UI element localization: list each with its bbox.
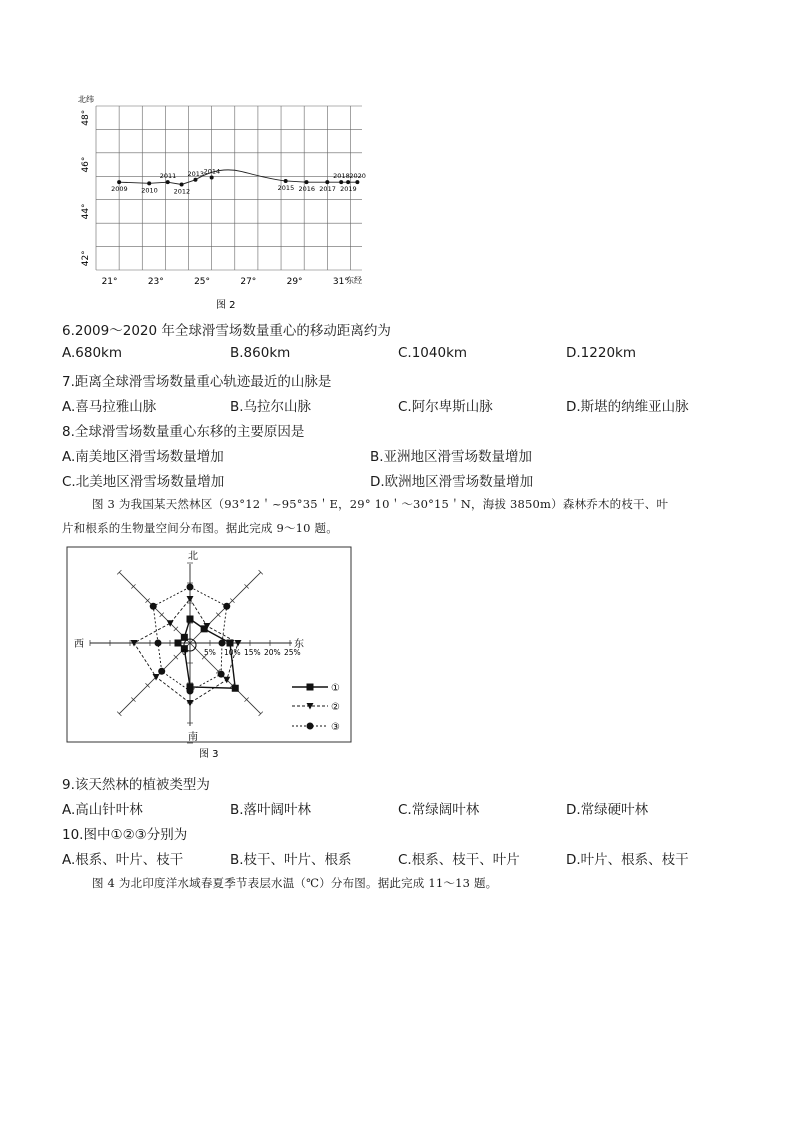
figure-2-point-label-2015: 2015 bbox=[277, 183, 295, 192]
figure-3-legend-label-1: ① bbox=[331, 683, 340, 694]
figure-2-trajectory-curve bbox=[119, 170, 357, 185]
question-9-option-a[interactable]: A.高山针叶林 bbox=[62, 802, 143, 818]
figure-2-x-tick-label: 27° bbox=[240, 277, 257, 287]
figure-3-frame bbox=[67, 547, 351, 742]
figure-3-east-label: 东 bbox=[294, 639, 304, 650]
figure-3-scale-label: 5% bbox=[204, 648, 216, 657]
figure-2-point-label-2010: 2010 bbox=[141, 186, 158, 195]
figure-2-point-2017 bbox=[325, 180, 329, 184]
question-6-option-a[interactable]: A.680km bbox=[62, 345, 123, 361]
figure-2-point-label-2013: 2013 bbox=[187, 169, 205, 178]
figure-2-point-label-2012: 2012 bbox=[173, 187, 191, 196]
figure-2-point-label-2009: 2009 bbox=[111, 185, 128, 194]
figure-3-scale-label: 15% bbox=[244, 648, 261, 657]
question-8-option-a[interactable]: A.南美地区滑雪场数量增加 bbox=[62, 449, 224, 465]
figure-2-point-2011 bbox=[166, 180, 170, 184]
figure-2-y-tick-label: 42° bbox=[81, 250, 91, 267]
question-10-option-a[interactable]: A.根系、叶片、枝干 bbox=[62, 852, 184, 868]
figure-2-point-label-2019: 2019 bbox=[340, 185, 357, 194]
figure-2-y-axis-label: 北纬 bbox=[78, 95, 94, 104]
figure-3-legend-marker-1 bbox=[307, 684, 314, 691]
question-8-option-c[interactable]: C.北美地区滑雪场数量增加 bbox=[62, 474, 225, 490]
figure-2-x-tick-label: 23° bbox=[147, 277, 164, 287]
question-9-option-d[interactable]: D.常绿硬叶林 bbox=[566, 802, 649, 818]
figure-2-x-tick-label: 31° bbox=[332, 277, 349, 287]
figure-2-point-label-2020: 2020 bbox=[349, 172, 366, 181]
figure-2-chart bbox=[74, 92, 374, 314]
figure-2-point-2010 bbox=[147, 181, 151, 185]
question-8-option-d[interactable]: D.欧洲地区滑雪场数量增加 bbox=[370, 474, 534, 490]
question-8-option-b[interactable]: B.亚洲地区滑雪场数量增加 bbox=[370, 449, 533, 465]
figure-3-series-3-point-北 bbox=[187, 584, 194, 591]
question-7-option-a[interactable]: A.喜马拉雅山脉 bbox=[62, 399, 157, 415]
question-7-option-c[interactable]: C.阿尔卑斯山脉 bbox=[398, 399, 493, 415]
figure-3-scale-label: 0 bbox=[182, 648, 187, 657]
figure-2-point-2009 bbox=[117, 180, 121, 184]
figure-2-x-tick-label: 21° bbox=[101, 277, 118, 287]
question-7-stem: 7.距离全球滑雪场数量重心轨迹最近的山脉是 bbox=[62, 374, 332, 390]
question-6-option-c[interactable]: C.1040km bbox=[398, 345, 468, 361]
figure-2-y-tick-label: 44° bbox=[81, 203, 91, 220]
figure-3-legend-label-3: ③ bbox=[331, 722, 340, 733]
question-10-stem: 10.图中①②③分别为 bbox=[62, 827, 188, 843]
figure-2-point-label-2011: 2011 bbox=[159, 172, 177, 181]
figure-3-series-3-point-东南 bbox=[218, 671, 225, 678]
question-7-option-d[interactable]: D.斯堪的纳维亚山脉 bbox=[566, 399, 689, 415]
question-10-option-d[interactable]: D.叶片、根系、枝干 bbox=[566, 852, 689, 868]
figure-2-y-tick-label: 46° bbox=[81, 156, 91, 173]
figure-3-chart bbox=[66, 546, 352, 766]
figure-2-caption: 图 2 bbox=[216, 300, 236, 311]
figure-3-legend-label-2: ② bbox=[331, 702, 340, 713]
figure-3-series-3-point-东北 bbox=[223, 603, 230, 610]
figure-3-series-1-point-西 bbox=[175, 640, 182, 647]
figure-3-scale-label: 10% bbox=[224, 648, 241, 657]
figure-2-point-2013 bbox=[193, 178, 197, 182]
figure-3-intro-line-1: 图 3 为我国某天然林区（93°12＇~95°35＇E，29° 10＇～30°15＇N，海拔 3850m）森林乔木的枝干、叶 bbox=[92, 497, 669, 511]
figure-3-west-label: 西 bbox=[74, 639, 84, 650]
figure-2-point-label-2017: 2017 bbox=[319, 185, 336, 194]
question-10-option-b[interactable]: B.枝干、叶片、根系 bbox=[230, 852, 352, 868]
figure-2-point-2014 bbox=[210, 175, 214, 179]
question-9-option-b[interactable]: B.落叶阔叶林 bbox=[230, 802, 312, 818]
figure-2-point-label-2018: 2018 bbox=[333, 172, 350, 181]
figure-3-series-3-point-南 bbox=[187, 688, 194, 695]
question-7-option-b[interactable]: B.乌拉尔山脉 bbox=[230, 399, 312, 415]
question-9-stem: 9.该天然林的植被类型为 bbox=[62, 777, 210, 793]
figure-4-intro: 图 4 为北印度洋水域春夏季节表层水温（℃）分布图。据此完成 11～13 题。 bbox=[92, 876, 498, 890]
figure-3-scale-label: 20% bbox=[264, 648, 281, 657]
question-8-stem: 8.全球滑雪场数量重心东移的主要原因是 bbox=[62, 424, 305, 440]
figure-3-series-1-point-东 bbox=[227, 640, 234, 647]
figure-3-series-3-point-西 bbox=[155, 640, 162, 647]
figure-2-point-2012 bbox=[180, 182, 184, 186]
figure-3-series-1-point-北 bbox=[187, 616, 194, 623]
figure-3-series-3-point-东 bbox=[219, 640, 226, 647]
figure-2-x-axis-label: 东经 bbox=[346, 276, 362, 285]
figure-3-legend-marker-3 bbox=[307, 723, 314, 730]
figure-3-scale-label: 25% bbox=[284, 648, 301, 657]
figure-3-caption: 图 3 bbox=[199, 749, 219, 760]
figure-2-point-2015 bbox=[284, 179, 288, 183]
figure-2-x-tick-label: 25° bbox=[194, 277, 211, 287]
figure-2-point-label-2016: 2016 bbox=[298, 185, 316, 194]
figure-3-series-3-point-西北 bbox=[150, 603, 157, 610]
figure-2-y-tick-label: 48° bbox=[81, 109, 91, 126]
question-6-option-b[interactable]: B.860km bbox=[230, 345, 291, 361]
figure-3-series-1-point-东南 bbox=[232, 685, 239, 692]
figure-2-point-label-2014: 2014 bbox=[203, 167, 221, 176]
figure-2-point-2018 bbox=[339, 180, 343, 184]
figure-3-north-label: 北 bbox=[188, 551, 198, 562]
figure-2-point-2019 bbox=[346, 180, 350, 184]
figure-3-south-label: 南 bbox=[188, 732, 198, 743]
figure-3-series-3-point-西南 bbox=[158, 668, 165, 675]
question-9-option-c[interactable]: C.常绿阔叶林 bbox=[398, 802, 480, 818]
figure-2-point-2016 bbox=[304, 180, 308, 184]
figure-2-x-tick-label: 29° bbox=[286, 277, 303, 287]
figure-3-intro-line-2: 片和根系的生物量空间分布图。据此完成 9～10 题。 bbox=[62, 521, 338, 535]
question-6-stem: 6.2009～2020 年全球滑雪场数量重心的移动距离约为 bbox=[62, 323, 391, 339]
figure-3-diagonal-spoke bbox=[119, 643, 190, 714]
question-6-option-d[interactable]: D.1220km bbox=[566, 345, 637, 361]
figure-2-point-2020 bbox=[355, 180, 359, 184]
question-10-option-c[interactable]: C.根系、枝干、叶片 bbox=[398, 852, 520, 868]
